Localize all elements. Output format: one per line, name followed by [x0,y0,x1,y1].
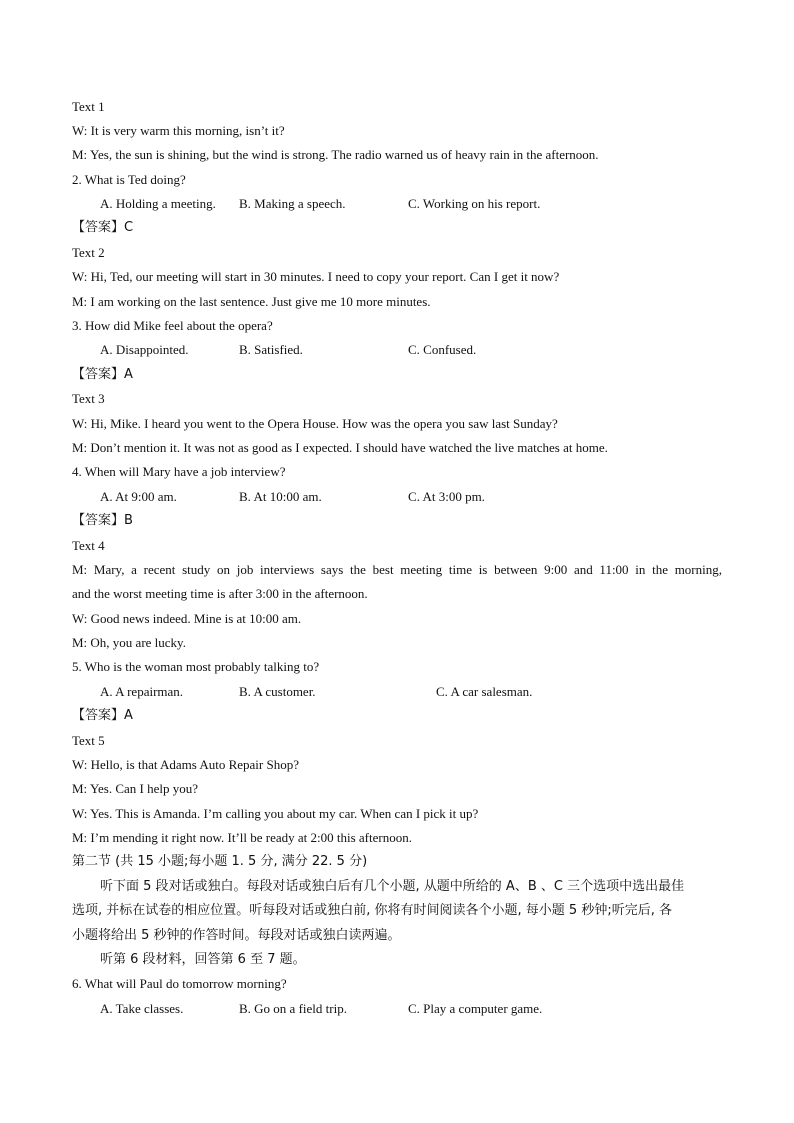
option-a: A. Disappointed. [100,342,189,357]
answer-2: 【答案】C [72,220,134,235]
text-3-man-line: M: Don’t mention it. It was not as good as I expected. I should have watched the live matches at home. [72,440,608,455]
text-5-woman-line-1: W: Hello, is that Adams Auto Repair Shop? [72,757,299,772]
option-b: B. At 10:00 am. [239,489,322,504]
option-c: C. Confused. [408,342,477,357]
text-4-man-line-1-cont: and the worst meeting time is after 3:00 in the afternoon. [72,586,368,601]
answer-5: 【答案】A [72,708,133,723]
option-a: A. Holding a meeting. [100,196,216,211]
text-4-heading: Text 4 [72,538,105,553]
text-1-man-line: M: Yes, the sun is shining, but the wind is strong. The radio warned us of heavy rain in the afternoon. [72,147,599,162]
question-4: 4. When will Mary have a job interview? [72,464,286,479]
text-4-man-line-2: M: Oh, you are lucky. [72,635,186,650]
instructions-line-3: 小题将给出 5 秒钟的作答时间。每段对话或独白读两遍。 [72,928,401,943]
answer-3: 【答案】A [72,367,133,382]
text-3-heading: Text 3 [72,391,105,406]
text-5-man-line-2: M: I’m mending it right now. It’ll be ready at 2:00 this afternoon. [72,830,412,845]
option-a: A. A repairman. [100,684,184,699]
option-c: C. Play a computer game. [408,1001,543,1016]
option-a: A. At 9:00 am. [100,489,177,504]
text-4-man-line-1: M: Mary, a recent study on job interviews says the best meeting time is between 9:00 and 11:00 in the morning, [72,562,722,577]
question-6: 6. What will Paul do tomorrow morning? [72,976,287,991]
question-2: 2. What is Ted doing? [72,172,186,187]
text-1-heading: Text 1 [72,99,105,114]
text-2-heading: Text 2 [72,245,105,260]
answer-4: 【答案】B [72,513,133,528]
text-3-woman-line: W: Hi, Mike. I heard you went to the Opera House. How was the opera you saw last Sunday? [72,416,558,431]
section-2-heading: 第二节 (共 15 小题;每小题 1. 5 分, 满分 22. 5 分) [72,854,368,869]
instructions-line-2: 选项, 并标在试卷的相应位置。听每段对话或独白前, 你将有时间阅读各个小题, 每小题 5 秒钟;听完后, 各 [72,903,672,918]
instructions-line-1: 听下面 5 段对话或独白。每段对话或独白后有几个小题, 从题中所给的 A、B 、C 三个选项中选出最佳 [100,879,685,894]
option-b: B. Go on a field trip. [239,1001,347,1016]
question-5: 5. Who is the woman most probably talking to? [72,659,320,674]
text-4-woman-line: W: Good news indeed. Mine is at 10:00 am. [72,611,302,626]
text-1-woman-line: W: It is very warm this morning, isn’t it? [72,123,285,138]
option-a: A. Take classes. [100,1001,184,1016]
text-5-man-line-1: M: Yes. Can I help you? [72,781,199,796]
option-b: B. A customer. [239,684,316,699]
option-c: C. At 3:00 pm. [408,489,485,504]
text-5-heading: Text 5 [72,733,105,748]
question-3: 3. How did Mike feel about the opera? [72,318,273,333]
text-5-woman-line-2: W: Yes. This is Amanda. I’m calling you about my car. When can I pick it up? [72,806,479,821]
instructions-line-4: 听第 6 段材料，回答第 6 至 7 题。 [100,952,306,967]
option-b: B. Satisfied. [239,342,303,357]
option-b: B. Making a speech. [239,196,346,211]
option-c: C. Working on his report. [408,196,541,211]
text-2-woman-line: W: Hi, Ted, our meeting will start in 30 minutes. I need to copy your report. Can I get it now? [72,269,560,284]
text-2-man-line: M: I am working on the last sentence. Just give me 10 more minutes. [72,294,431,309]
option-c: C. A car salesman. [436,684,533,699]
